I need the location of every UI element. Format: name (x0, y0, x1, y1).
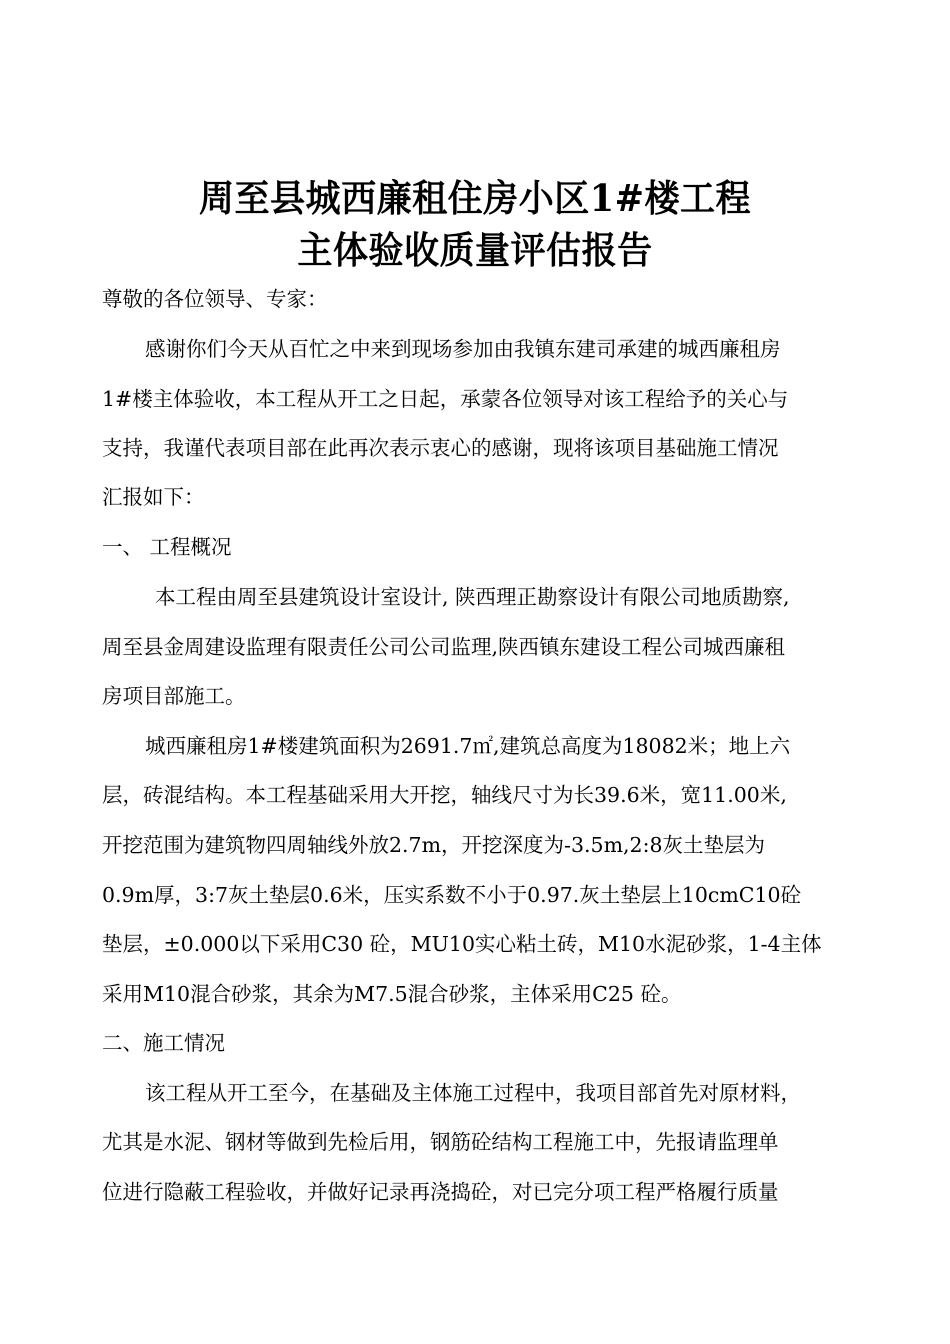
document-title-line-2: 主体验收质量评估报告 (297, 228, 653, 272)
document-title-line-1: 周至县城西廉租住房小区1#楼工程 (198, 176, 752, 220)
intro-line: 感谢你们今天从百忙之中来到现场参加由我镇东建司承建的城西廉租房 (145, 337, 781, 361)
section-heading-construction: 二、施工情况 (102, 1031, 225, 1055)
paragraph-line: 开挖范围为建筑物四周轴线外放2.7m，开挖深度为-3.5m,2:8灰土垫层为 (102, 833, 766, 857)
intro-line: 支持，我谨代表项目部在此再次表示衷心的感谢，现将该项目基础施工情况 (102, 436, 779, 460)
paragraph-line: 层，砖混结构。本工程基础采用大开挖，轴线尺寸为长39.6米，宽11.00米, (102, 783, 787, 807)
intro-line: 1#楼主体验收，本工程从开工之日起，承蒙各位领导对该工程给予的关心与 (102, 387, 789, 411)
intro-line: 汇报如下： (102, 485, 205, 509)
paragraph-line: 城西廉租房1#楼建筑面积为2691.7㎡,建筑总高度为18082米；地上六 (145, 734, 791, 758)
paragraph-line: 房项目部施工。 (102, 684, 246, 708)
paragraph-line: 垫层，±0.000以下采用C30 砼，MU10实心粘土砖，M10水泥砂浆，1-4主体 (102, 932, 822, 956)
paragraph-line: 本工程由周至县建筑设计室设计, 陕西理正勘察设计有限公司地质勘察, (155, 585, 790, 609)
paragraph-line: 采用M10混合砂浆，其余为M7.5混合砂浆，主体采用C25 砼。 (102, 982, 682, 1006)
paragraph-line: 尤其是水泥、钢材等做到先检后用，钢筋砼结构工程施工中，先报请监理单 (102, 1130, 779, 1154)
paragraph-line: 周至县金周建设监理有限责任公司公司监理,陕西镇东建设工程公司城西廉租 (102, 635, 786, 659)
paragraph-line: 0.9m厚，3:7灰土垫层0.6米，压实系数不小于0.97.灰土垫层上10cmC10砼 (102, 883, 802, 907)
greeting: 尊敬的各位领导、专家： (102, 287, 328, 311)
paragraph-line: 该工程从开工至今，在基础及主体施工过程中，我项目部首先对原材料， (145, 1081, 801, 1105)
section-heading-overview: 一、 工程概况 (102, 535, 232, 559)
paragraph-line: 位进行隐蔽工程验收，并做好记录再浇捣砼，对已完分项工程严格履行质量 (102, 1180, 779, 1204)
